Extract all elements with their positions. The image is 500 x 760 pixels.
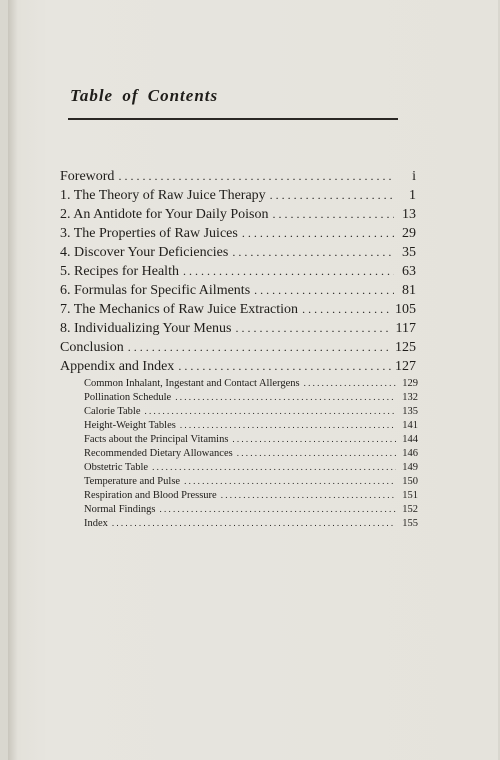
toc-subentry <box>84 446 418 461</box>
leader-dots <box>145 404 396 418</box>
toc-subentry-page: 135 <box>402 406 418 417</box>
toc-entry-page: 35 <box>402 245 416 260</box>
toc-subentry-page: 150 <box>402 476 418 487</box>
toc-entry-page: 105 <box>395 302 416 317</box>
leader-dots <box>237 446 396 460</box>
toc-subentry-page: 132 <box>402 392 418 403</box>
leader-dots <box>270 186 394 204</box>
toc-entry <box>60 338 416 357</box>
leader-dots <box>236 319 392 337</box>
toc-subentry-label: Respiration and Blood Pressure <box>84 490 217 501</box>
toc-subentry-label: Calorie Table <box>84 406 141 417</box>
leader-dots <box>302 300 391 318</box>
leader-dots <box>232 243 394 261</box>
toc-subentry-page: 155 <box>402 518 418 529</box>
toc-entry-label: 6. Formulas for Specific Ailments <box>60 283 251 298</box>
toc-subentry-label: Pollination Schedule <box>84 392 172 403</box>
toc-entry <box>60 167 416 186</box>
toc-subentry <box>84 488 418 503</box>
toc-entry-page: 125 <box>395 340 416 355</box>
leader-dots <box>184 474 396 488</box>
toc-subentry-label: Temperature and Pulse <box>84 476 181 487</box>
leader-dots <box>183 262 394 280</box>
toc-subentry-page: 149 <box>402 462 418 473</box>
toc-subentry <box>84 474 418 489</box>
toc-subentry-label: Normal Findings <box>84 504 156 515</box>
leader-dots <box>159 502 396 516</box>
toc-subentry-page: 146 <box>402 448 418 459</box>
leader-dots <box>232 432 396 446</box>
toc-entry-page: 127 <box>395 359 416 374</box>
leader-dots <box>112 516 396 530</box>
toc-entry <box>60 224 416 243</box>
toc-subentry <box>84 432 418 447</box>
toc-entry-page: 13 <box>402 207 416 222</box>
toc-entry <box>60 243 416 262</box>
toc-entry-label: 7. The Mechanics of Raw Juice Extraction <box>60 302 299 317</box>
leader-dots <box>242 224 394 242</box>
toc-entry-label: Conclusion <box>60 340 124 355</box>
toc-subentry-label: Recommended Dietary Allowances <box>84 448 233 459</box>
toc-entry <box>60 186 416 205</box>
toc-subentry-label: Common Inhalant, Ingestant and Contact Allergens <box>84 378 300 389</box>
toc-subentry-label: Facts about the Principal Vitamins <box>84 434 229 445</box>
toc-entry <box>60 205 416 224</box>
toc-entry-page: i <box>412 169 416 184</box>
toc-subentry <box>84 516 418 531</box>
leader-dots <box>221 488 396 502</box>
toc-subentry <box>84 460 418 475</box>
toc-entry-label: 1. The Theory of Raw Juice Therapy <box>60 188 266 203</box>
toc-subentry-page: 129 <box>402 378 418 389</box>
toc-subentry <box>84 376 418 391</box>
toc-subentry-label: Index <box>84 518 108 529</box>
toc-subentry-page: 144 <box>402 434 418 445</box>
toc-entry <box>60 357 416 376</box>
page-title: Table of Contents <box>70 86 219 105</box>
toc-subentry <box>84 404 418 419</box>
toc-subentry <box>84 390 418 405</box>
toc-entry-label: Appendix and Index <box>60 359 175 374</box>
toc-subentry-page: 152 <box>402 504 418 515</box>
toc-subentry <box>84 502 418 517</box>
leader-dots <box>128 338 391 356</box>
leader-dots <box>180 418 396 432</box>
toc-subentry-page: 141 <box>402 420 418 431</box>
leader-dots <box>118 167 394 185</box>
toc-entry <box>60 281 416 300</box>
toc-subentry-label: Height-Weight Tables <box>84 420 176 431</box>
toc-entry <box>60 300 416 319</box>
toc-subentry-page: 151 <box>402 490 418 501</box>
toc-subentry <box>84 418 418 433</box>
toc-entry <box>60 319 416 338</box>
toc-entry-page: 1 <box>409 188 416 203</box>
toc-entry-page: 81 <box>402 283 416 298</box>
leader-dots <box>178 357 391 375</box>
toc-subentry-label: Obstetric Table <box>84 462 149 473</box>
toc-entry-label: Foreword <box>60 169 115 184</box>
leader-dots <box>175 390 396 404</box>
toc-entry-page: 117 <box>395 321 416 336</box>
toc-entry-label: 8. Individualizing Your Menus <box>60 321 232 336</box>
toc-entry <box>60 262 416 281</box>
toc-entry-label: 5. Recipes for Health <box>60 264 179 279</box>
leader-dots <box>304 376 396 390</box>
leader-dots <box>254 281 394 299</box>
leader-dots <box>272 205 394 223</box>
toc-entry-page: 63 <box>402 264 416 279</box>
toc-entry-label: 2. An Antidote for Your Daily Poison <box>60 207 269 222</box>
leader-dots <box>152 460 396 474</box>
toc-entry-page: 29 <box>402 226 416 241</box>
toc-entry-label: 4. Discover Your Deficiencies <box>60 245 229 260</box>
toc-entry-label: 3. The Properties of Raw Juices <box>60 226 238 241</box>
